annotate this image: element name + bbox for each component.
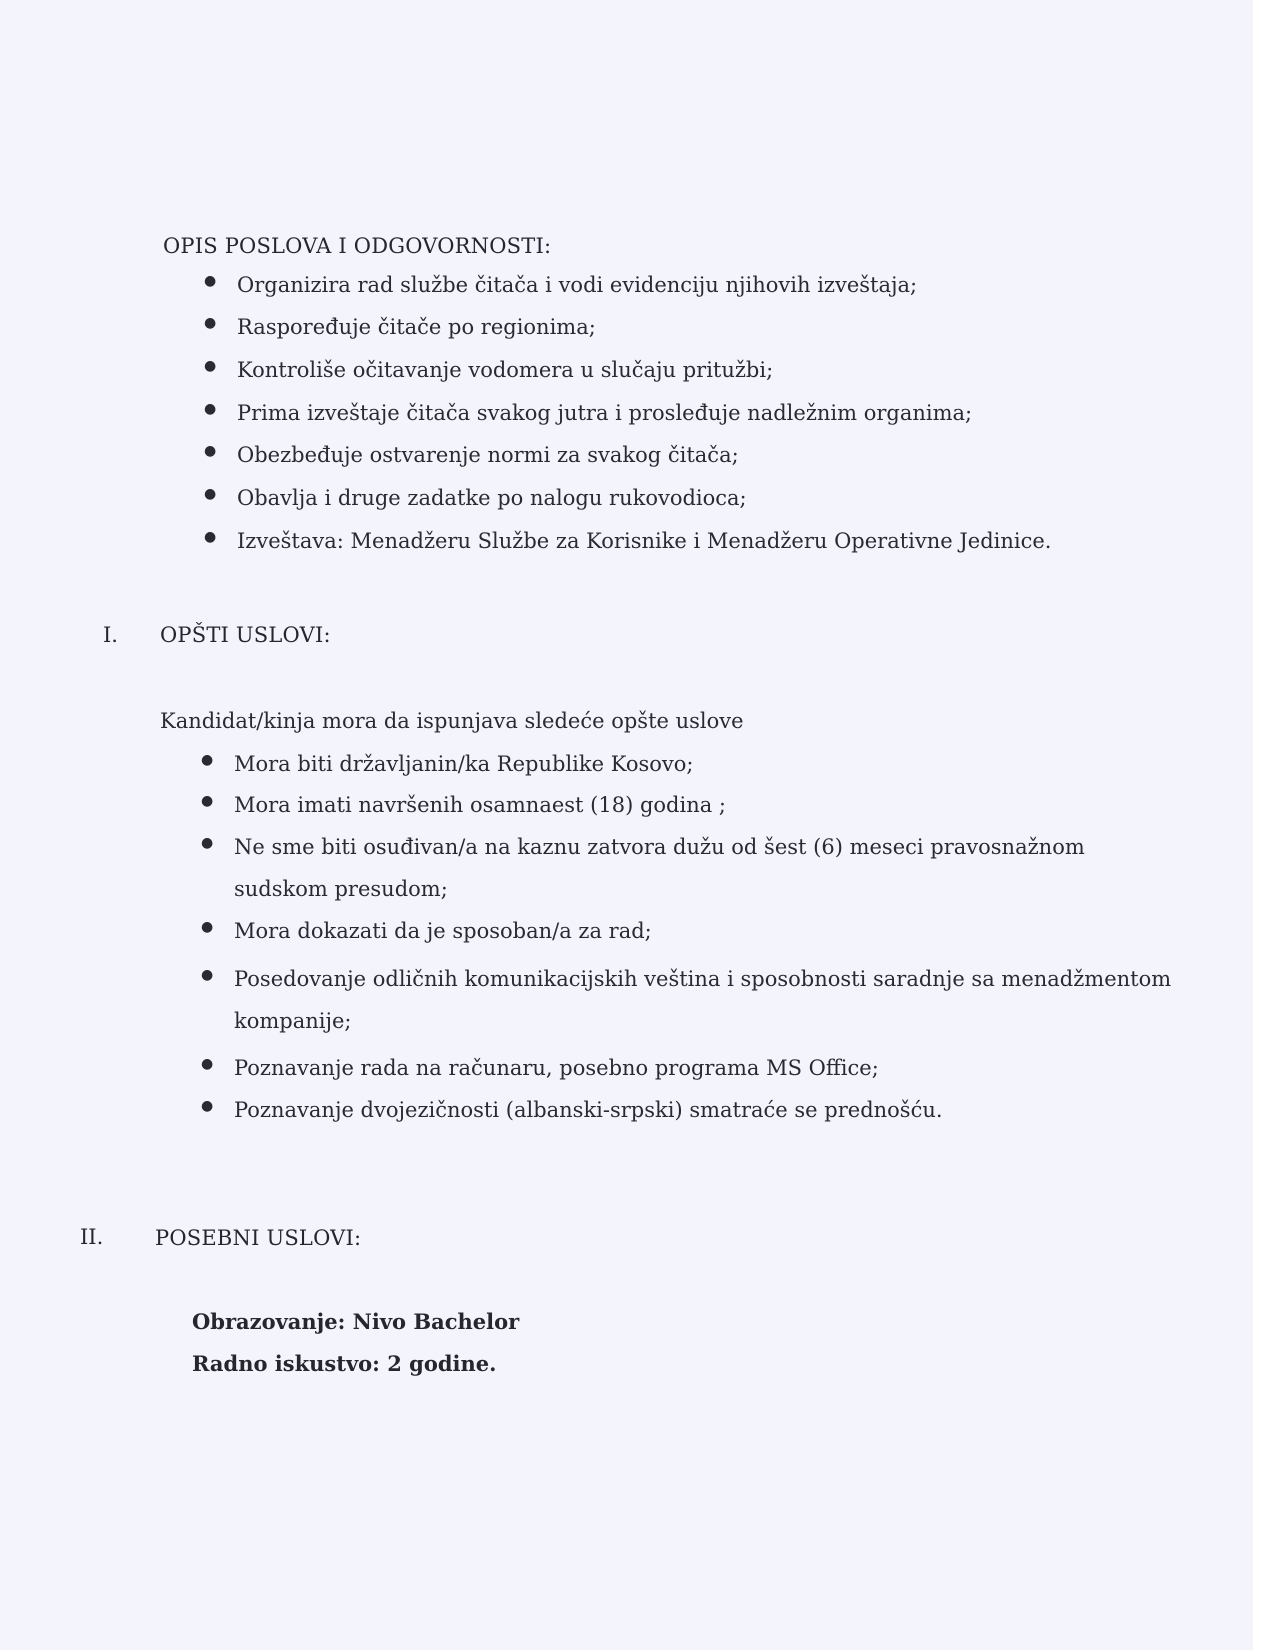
duties-heading: OPIS POSLOVA I ODGOVORNOSTI:: [163, 234, 552, 258]
general-heading: OPŠTI USLOVI:: [160, 623, 331, 647]
section-numeral: I.: [103, 623, 118, 647]
list-item: ● Izveštava: Menadžeru Službe za Korisnike i Menadžeru Operativne Jedinice.: [204, 529, 1052, 553]
experience-requirement: Radno iskustvo: 2 godine.: [192, 1351, 497, 1376]
general-list: [201, 752, 1172, 1140]
list-item: ● Mora imati navršenih osamnaest (18) godina ;: [201, 793, 726, 817]
general-intro: Kandidat/kinja mora da ispunjava sledeće opšte uslove: [160, 709, 744, 733]
list-item: ● Ne sme biti osuđivan/a na kaznu zatvora dužu od šest (6) meseci pravosnažnom: [201, 835, 1085, 859]
education-requirement: Obrazovanje: Nivo Bachelor: [192, 1309, 520, 1334]
list-item: ● Raspoređuje čitače po regionima;: [204, 315, 596, 339]
list-item-continuation: kompanije;: [234, 1009, 352, 1033]
list-item: ● Organizira rad službe čitača i vodi evidenciju njihovih izveštaja;: [204, 273, 918, 297]
list-item: ● Obezbeđuje ostvarenje normi za svakog čitača;: [204, 443, 739, 467]
duties-list: [204, 273, 1052, 571]
list-item-continuation: sudskom presudom;: [234, 877, 448, 901]
list-item: ● Mora biti državljanin/ka Republike Kosovo;: [201, 752, 694, 776]
list-item: ● Obavlja i druge zadatke po nalogu rukovodioca;: [204, 486, 747, 510]
list-item: ● Poznavanje dvojezičnosti (albanski-srpski) smatraće se prednošću.: [201, 1098, 943, 1122]
list-item: ● Mora dokazati da je sposoban/a za rad;: [201, 919, 652, 943]
page-edge: [1253, 0, 1275, 1650]
list-item: ● Kontroliše očitavanje vodomera u slučaju pritužbi;: [204, 358, 774, 382]
list-item: ● Posedovanje odličnih komunikacijskih veština i sposobnosti saradnje sa menadžmentom: [201, 967, 1172, 991]
list-item: ● Poznavanje rada na računaru, posebno programa MS Office;: [201, 1056, 879, 1080]
section-numeral: II.: [80, 1225, 104, 1249]
special-heading: POSEBNI USLOVI:: [155, 1226, 362, 1250]
list-item: ● Prima izveštaje čitača svakog jutra i prosleđuje nadležnim organima;: [204, 401, 973, 425]
